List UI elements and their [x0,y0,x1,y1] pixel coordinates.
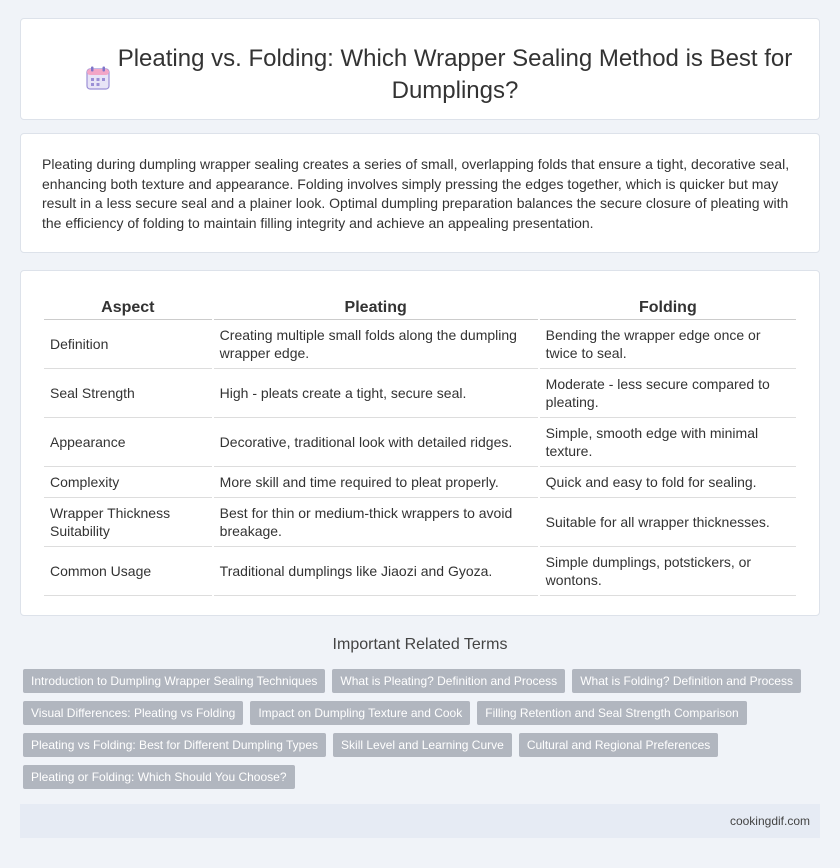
cell-pleating: Creating multiple small folds along the dumpling wrapper edge. [214,320,538,369]
intro-card [20,133,820,253]
cell-folding: Suitable for all wrapper thicknesses. [540,498,796,547]
cell-pleating: Decorative, traditional look with detailed ridges. [214,418,538,467]
table-row [44,418,796,467]
table-row [44,467,796,498]
related-tag[interactable]: Skill Level and Learning Curve [333,733,512,757]
table-row [44,498,796,547]
table-row [44,320,796,369]
comparison-table-card [20,270,820,616]
related-tag[interactable]: Impact on Dumpling Texture and Cook [250,701,470,725]
related-tag[interactable]: Introduction to Dumpling Wrapper Sealing Techniques [23,669,325,693]
comparison-table [42,294,798,596]
cell-aspect: Appearance [44,418,212,467]
header-folding: Folding [540,294,796,320]
cell-folding: Moderate - less secure compared to pleating. [540,369,796,418]
related-tag[interactable]: Cultural and Regional Preferences [519,733,718,757]
cell-aspect: Common Usage [44,547,212,596]
related-tag[interactable]: Pleating or Folding: Which Should You Choose? [23,765,295,789]
cell-pleating: Traditional dumplings like Jiaozi and Gyoza. [214,547,538,596]
cell-aspect: Definition [44,320,212,369]
cell-pleating: Best for thin or medium-thick wrappers to avoid breakage. [214,498,538,547]
related-terms-title: Important Related Terms [332,636,508,653]
page-title: Pleating vs. Folding: Which Wrapper Sealing Method is Best for Dumplings? [117,45,793,104]
table-header-row [44,294,796,320]
header-pleating: Pleating [214,294,538,320]
related-tag[interactable]: What is Folding? Definition and Process [572,669,801,693]
footer-site-link[interactable]: cookingdif.com [729,814,810,828]
related-tag[interactable]: Filling Retention and Seal Strength Comparison [477,701,746,725]
related-tag[interactable]: Pleating vs Folding: Best for Different Dumpling Types [23,733,326,757]
cell-pleating: More skill and time required to pleat properly. [214,467,538,498]
cell-folding: Quick and easy to fold for sealing. [540,467,796,498]
cell-pleating: High - pleats create a tight, secure seal. [214,369,538,418]
cell-folding: Simple, smooth edge with minimal texture. [540,418,796,467]
cell-folding: Simple dumplings, potstickers, or wontons. [540,547,796,596]
cell-aspect: Wrapper Thickness Suitability [44,498,212,547]
footer [20,804,820,838]
cell-aspect: Seal Strength [44,369,212,418]
related-tag[interactable]: What is Pleating? Definition and Process [332,669,565,693]
header-card [20,18,820,120]
cell-aspect: Complexity [44,467,212,498]
related-tag[interactable]: Visual Differences: Pleating vs Folding [23,701,243,725]
related-terms-tags [23,669,823,789]
table-row [44,369,796,418]
intro-paragraph: Pleating during dumpling wrapper sealing creates a series of small, overlapping folds that ensure a tight, decorative seal, enhancing both texture and appearance. Folding involves simply pressing the edges together, which is quicker but may result in a less secure seal and a plainer look. Optimal dumpling preparation balances the secure closure of pleating with the efficiency of folding to maintain filling integrity and achieve an appealing presentation. [42,156,790,231]
cell-folding: Bending the wrapper edge once or twice to seal. [540,320,796,369]
header-aspect: Aspect [44,294,212,320]
table-row [44,547,796,596]
